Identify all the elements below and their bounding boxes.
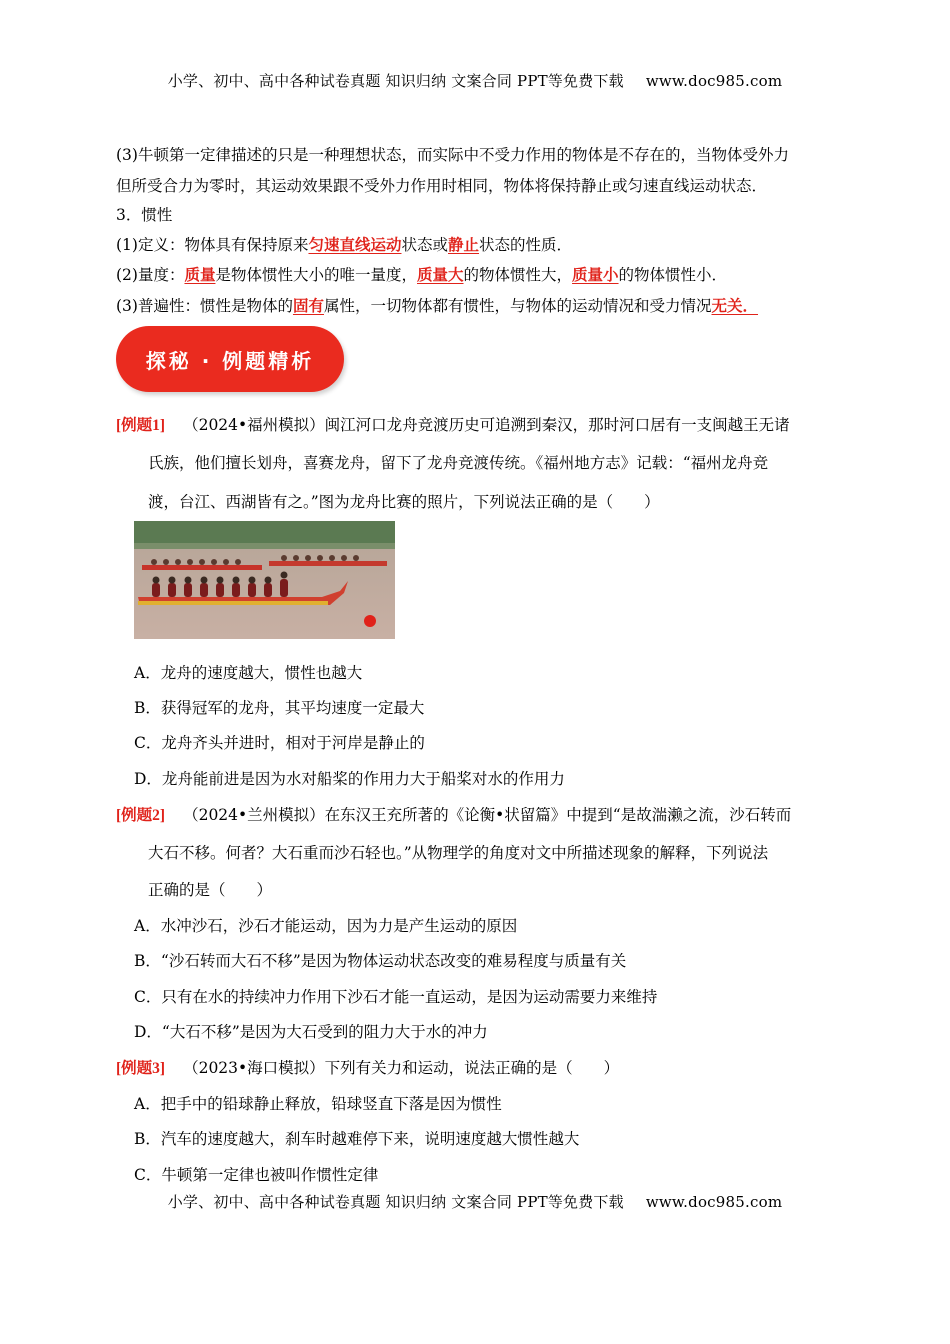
- example-2-line-3: 正确的是（ ）: [148, 881, 273, 899]
- example-2-line-1: [116, 803, 791, 825]
- section-title: 3．惯性: [116, 206, 173, 224]
- footer-site: www.doc985.com: [645, 1193, 783, 1211]
- dragon-boat-photo: [134, 521, 395, 639]
- example-2-option-a: A．水冲沙石，沙石才能运动，因为力是产生运动的原因: [134, 917, 518, 935]
- meas-text-c: 的物体惯性大，: [463, 266, 573, 284]
- example-1-line-1: [116, 413, 790, 435]
- univ-keyword-1: 固有: [292, 296, 324, 315]
- footer-text: 小学、初中、高中各种试卷真题 知识归纳 文案合同 PPT等免费下载: [167, 1193, 624, 1211]
- note-measure: [116, 263, 727, 285]
- def-text-a: (1)定义：物体具有保持原来: [116, 236, 309, 254]
- meas-text-d: 的物体惯性小．: [618, 266, 728, 284]
- example-3-option-c: C．牛顿第一定律也被叫作惯性定律: [134, 1166, 379, 1184]
- example-1-line-3: 渡，台江、西湖皆有之。”图为龙舟比赛的照片，下列说法正确的是（ ）: [148, 493, 660, 511]
- note-universality: [116, 294, 758, 316]
- example-3-line-1: [116, 1056, 619, 1078]
- univ-text-b: 属性，一切物体都有惯性，与物体的运动情况和受力情况: [323, 297, 712, 315]
- example-3-tag: [例题3]: [116, 1060, 166, 1077]
- example-1-line-2: 氏族，他们擅长划舟，喜赛龙舟，留下了龙舟竞渡传统。《福州地方志》记载：“福州龙舟竞: [148, 454, 769, 472]
- univ-keyword-2: 无关．: [711, 296, 759, 315]
- note-p3-line2: 但所受合力为零时，其运动效果跟不受外力作用时相同，物体将保持静止或匀速直线运动状态．: [116, 177, 768, 195]
- def-keyword-2: 静止: [448, 235, 480, 254]
- example-2-text-1: （2024•兰州模拟）在东汉王充所著的《论衡•状留篇》中提到“是故湍濑之流，沙石转而: [183, 806, 792, 824]
- meas-keyword-2: 质量大: [417, 265, 464, 284]
- univ-text-a: (3)普遍性：惯性是物体的: [116, 297, 293, 315]
- example-3-text-1: （2023•海口模拟）下列有关力和运动，说法正确的是（ ）: [183, 1059, 620, 1077]
- def-text-c: 状态的性质．: [479, 236, 573, 254]
- example-1-option-a: A．龙舟的速度越大，惯性也越大: [134, 664, 363, 682]
- header-site: www.doc985.com: [645, 72, 783, 90]
- example-2-option-c: C．只有在水的持续冲力作用下沙石才能一直运动，是因为运动需要力来维持: [134, 988, 658, 1006]
- meas-keyword-1: 质量: [184, 265, 216, 284]
- def-text-b: 状态或: [401, 236, 448, 254]
- example-1-option-b: B．获得冠军的龙舟，其平均速度一定最大: [134, 699, 425, 717]
- page-header: [0, 70, 950, 91]
- meas-keyword-3: 质量小: [572, 265, 619, 284]
- example-3-option-b: B．汽车的速度越大，刹车时越难停下来，说明速度越大惯性越大: [134, 1130, 580, 1148]
- section-banner: 探秘 · 例题精析: [116, 326, 344, 392]
- meas-text-b: 是物体惯性大小的唯一量度，: [215, 266, 417, 284]
- example-1-option-d: D．龙舟能前进是因为水对船桨的作用力大于船桨对水的作用力: [134, 770, 565, 788]
- example-1-tag: [例题1]: [116, 417, 166, 434]
- header-text: 小学、初中、高中各种试卷真题 知识归纳 文案合同 PPT等免费下载: [167, 72, 624, 90]
- def-keyword-1: 匀速直线运动: [308, 235, 402, 254]
- page-footer: [0, 1191, 950, 1212]
- example-1-text-1: （2024•福州模拟）闽江河口龙舟竞渡历史可追溯到秦汉，那时河口居有一支闽越王无诸: [183, 416, 790, 434]
- note-p3-line1: (3)牛顿第一定律描述的只是一种理想状态，而实际中不受力作用的物体是不存在的，当物体受外力: [116, 146, 789, 164]
- example-2-tag: [例题2]: [116, 807, 166, 824]
- note-definition: [116, 233, 572, 255]
- example-3-option-a: A．把手中的铅球静止释放，铅球竖直下落是因为惯性: [134, 1095, 502, 1113]
- example-1-option-c: C．龙舟齐头并进时，相对于河岸是静止的: [134, 734, 425, 752]
- example-2-option-b: B．“沙石转而大石不移”是因为物体运动状态改变的难易程度与质量有关: [134, 952, 627, 970]
- example-2-line-2: 大石不移。何者？大石重而沙石轻也。”从物理学的角度对文中所描述现象的解释，下列说法: [148, 844, 769, 862]
- example-2-option-d: D．“大石不移”是因为大石受到的阻力大于水的冲力: [134, 1023, 488, 1041]
- meas-text-a: (2)量度：: [116, 266, 185, 284]
